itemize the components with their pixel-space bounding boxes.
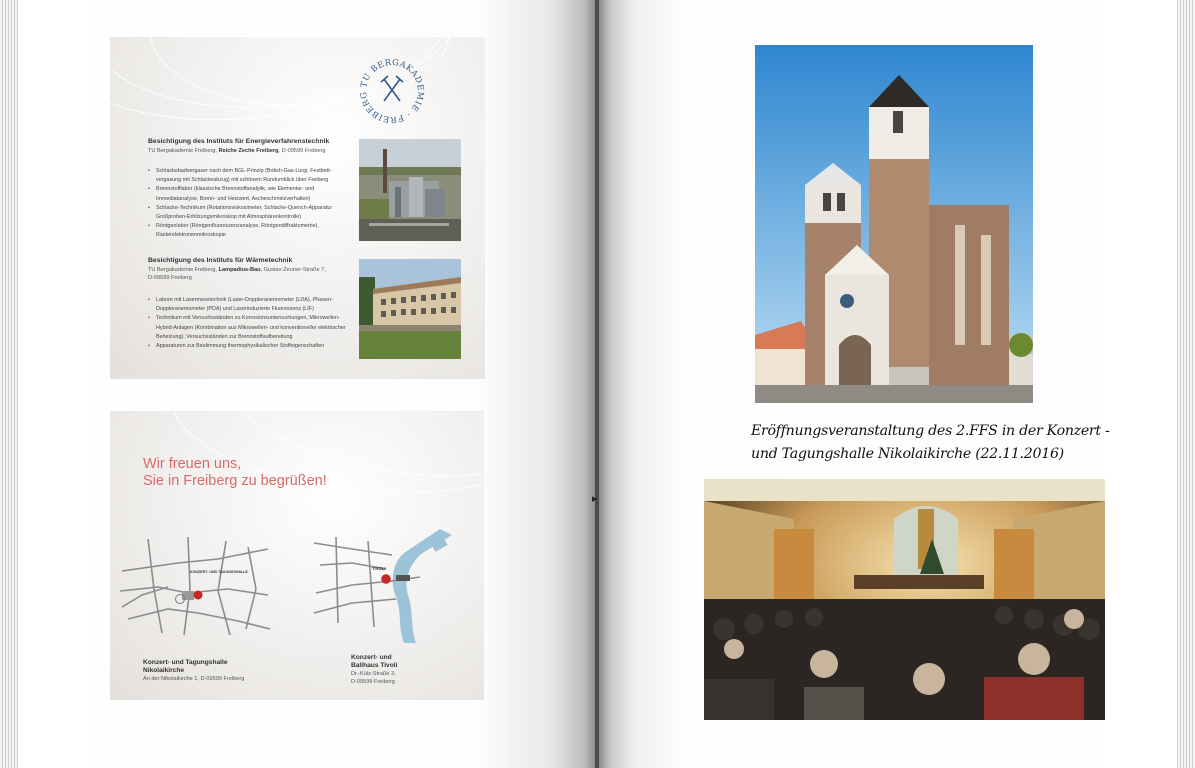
mouse-cursor: ▸ <box>592 493 598 505</box>
right-page-stack <box>1177 0 1195 768</box>
list-item: • Technikum mit Versuchsständen zu Korrosionsuntersuchungen, Mikrowellen-Hybrid-Anlagen (Kombination aus Mikrowellen- und konventioneller elektrischer Beheizung), Versuchsständen zur Brennstoffaufbereitung <box>148 314 356 342</box>
institute-visits-panel <box>110 37 485 379</box>
nikolaikirche-photo <box>755 45 1033 403</box>
list-item: • Schlacke-Technikum (Rotationsviskosimeter, Schlacke-Quench-Apparatur Großproben-Erhitzungsmikroskop mit Atmosphärenkontrolle) <box>148 204 356 222</box>
svg-text:KONZERT- UND TAGUNGSHALLE: KONZERT- UND TAGUNGSHALLE <box>190 570 248 574</box>
map-tivoli <box>312 523 468 645</box>
section2-bullet-list <box>148 296 356 351</box>
venue1-title: Konzert- und Tagungshalle Nikolaikirche <box>143 659 228 674</box>
heat-institute-photo <box>359 259 461 359</box>
concert-hall-photo <box>704 479 1105 720</box>
photo-caption: Eröffnungsveranstaltung des 2.FFS in der Konzert - und Tagungshalle Nikolaikirche (22.11.2016) <box>751 423 1110 462</box>
svg-text:TU BERGAKADEMIE · FREIBERG ·: TU BERGAKADEMIE · FREIBERG <box>358 57 426 125</box>
list-item: • Brennstofflabor (klassische Brennstoffanalytik, wie Elementar- und Immediatanalyse, Brenn- und Heizwert, Ascheschmelzverhalten) <box>148 185 356 203</box>
section2-address: TU Bergakademie Freiberg, Lampadius-Bau, Gustav-Zeuner-Straße 7, D-09599 Freiberg <box>148 267 326 281</box>
section1-title: Besichtigung des Instituts für Energieverfahrenstechnik <box>148 138 330 145</box>
tu-bergakademie-logo <box>358 57 426 125</box>
venue2-address: Dr.-Külz-Straße 3, D-09599 Freiberg <box>351 671 396 685</box>
welcome-heading: Wir freuen uns, Sie in Freiberg zu begrüßen! <box>143 456 327 489</box>
venue1-address: An der Nikolaikirche 1, D-09599 Freiberg <box>143 676 245 682</box>
list-item: • Schlackebadvergaser nach dem BGL-Prinzip (British-Gas-Lurgi, Festbett-vergasung mit Schlackeabzug) mit schönem Rundumblick über Freiberg <box>148 167 356 185</box>
svg-text:TIVOLI: TIVOLI <box>372 566 386 571</box>
list-item: • Apparaturen zur Bestimmung thermophysikalischer Stoffeigenschaften <box>148 342 356 351</box>
section1-address: TU Bergakademie Freiberg, Reiche Zeche Freiberg, D-09599 Freiberg <box>148 148 326 154</box>
list-item: • Labore mit Lasermesstechnik (Laser-Doppleranemometer (LDA), Phasen-Doppleranemometer (PDA) und Laserinduzierte Fluoreszenz (LIF) <box>148 296 356 314</box>
map-nikolaikirche <box>118 529 274 639</box>
welcome-map-panel <box>110 411 484 700</box>
section2-title: Besichtigung des Instituts für Wärmetechnik <box>148 257 293 264</box>
venue2-title: Konzert- und Ballhaus Tivoli <box>351 654 398 669</box>
energy-institute-photo <box>359 139 461 241</box>
section1-bullet-list <box>148 167 356 241</box>
left-page-stack <box>0 0 18 768</box>
list-item: • Röntgenlabor (Röntgenfluoreszenzanalyse, Röntgendiffraktometrie), Rasterelektronenmikroskopie <box>148 222 356 240</box>
